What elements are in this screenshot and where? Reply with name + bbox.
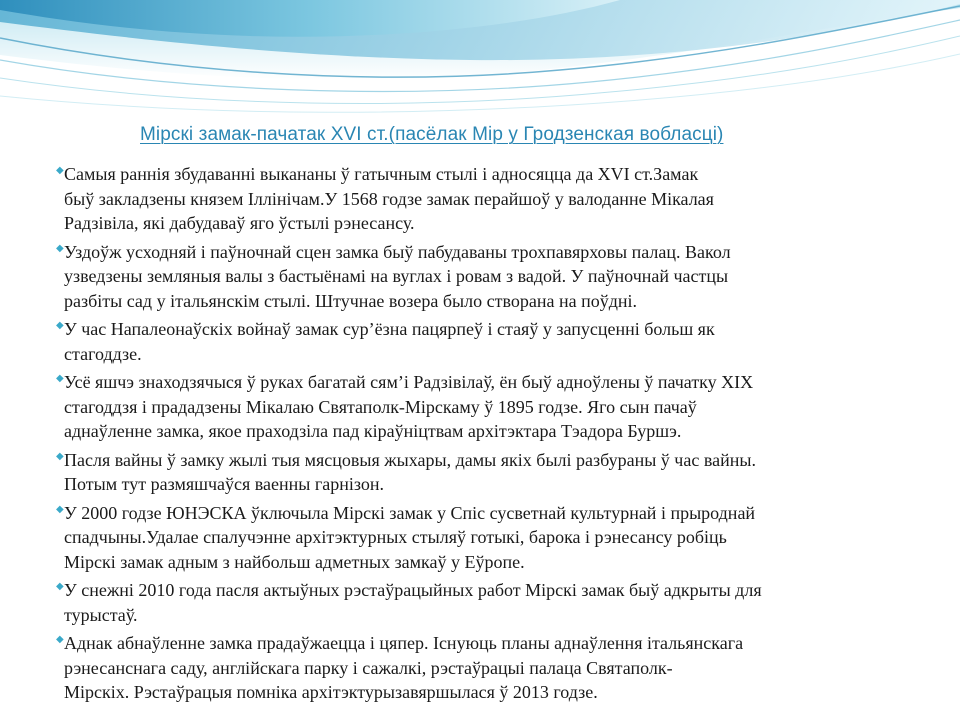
bullet-text-line: У 2000 годзе ЮНЭСКА ўключыла Мірскі замак у Спіс сусветнай культурнай і прыроднай bbox=[64, 502, 756, 523]
bullet-text-line: Аднак абнаўленне замка прадаўжаецца і цяпер. Існуюць планы аднаўлення італьянскага bbox=[64, 633, 744, 653]
bullet-text-line: стагоддзе. bbox=[64, 343, 142, 364]
bullet-text-line: Радзівіла, які дабудаваў яго ўстылі рэнесансу. bbox=[64, 213, 415, 233]
bullet-text-line: Пасля вайны ў замку жылі тыя мясцовыя жыхары, дамы якіх былі разбураны ў час вайны. bbox=[64, 449, 756, 470]
bullet-diamond-icon: ◆ bbox=[56, 320, 64, 331]
bullet-text-line: турыстаў. bbox=[64, 604, 138, 625]
bullet-item bbox=[58, 317, 910, 366]
slide-title: Мірскі замак-пачатак XVI ст.(пасёлак Мір у Гродзенская вобласці) bbox=[140, 124, 724, 145]
bullet-item bbox=[58, 501, 910, 575]
bullet-diamond-icon: ◆ bbox=[56, 242, 64, 254]
bullet-text-line: У час Напалеонаўскіх войнаў замак сур’ёзна пацярпеў і стаяў у запусценні больш як bbox=[64, 319, 715, 339]
bullet-diamond-icon: ◆ bbox=[56, 450, 64, 462]
bullet-list bbox=[58, 162, 910, 709]
bullet-diamond-icon: ◆ bbox=[56, 165, 64, 176]
bullet-diamond-icon: ◆ bbox=[56, 373, 64, 384]
bullet-text-line: Потым тут размяшчаўся ваенны гарнізон. bbox=[64, 474, 385, 494]
bullet-diamond-icon: ◆ bbox=[56, 503, 64, 515]
bullet-text-line: рэнесанснага саду, англійскага парку і сажалкі, рэстаўрацыі палаца Святаполк- bbox=[64, 657, 673, 678]
bullet-text-line: Мірскі замак адным з найбольш адметных замкаў у Еўропе. bbox=[64, 551, 525, 572]
bullet-item bbox=[58, 162, 910, 236]
bullet-text-line: Усё яшчэ знаходзячыся ў руках багатай сям’і Радзівілаў, ён быў адноўлены ў пачатку XIX bbox=[64, 372, 754, 392]
bullet-text-line: спадчыны.Удалае спалучэнне архітэктурных стыляў готыкі, барока і рэнесансу робіць bbox=[64, 527, 727, 547]
bullet-text-line: аднаўленне замка, якое праходзіла пад кіраўніцтвам архітэктара Тэадора Буршэ. bbox=[64, 421, 682, 441]
bullet-item bbox=[58, 370, 910, 444]
bullet-text-line: узведзены земляныя валы з бастыёнамі на вуглах і ровам з вадой. У паўночнай частцы bbox=[64, 266, 729, 286]
bullet-text-line: быў закладзены князем Іллінічам.У 1568 годзе замак перайшоў у валоданне Мікалая bbox=[64, 188, 714, 209]
bullet-item bbox=[58, 631, 910, 705]
bullet-text-line: разбіты сад у італьянскім стылі. Штучнае возера было створана на поўдні. bbox=[64, 290, 638, 311]
bullet-diamond-icon: ◆ bbox=[56, 634, 64, 645]
wave-header-decoration bbox=[0, 0, 960, 120]
bullet-item bbox=[58, 448, 910, 497]
bullet-text-line: стагоддзя і прададзены Мікалаю Святаполк-Мірскаму ў 1895 годзе. Яго сын пачаў bbox=[64, 396, 697, 417]
bullet-text-line: Мірскіх. Рэстаўрацыя помніка архітэктурызавяршылася ў 2013 годзе. bbox=[64, 682, 598, 702]
bullet-diamond-icon: ◆ bbox=[56, 581, 64, 592]
bullet-text-line: Самыя раннія збудаванні выкананы ў гатычным стылі і адносяцца да XVI ст.Замак bbox=[64, 164, 699, 184]
bullet-text-line: Уздоўж усходняй і паўночнай сцен замка быў пабудаваны трохпавярховы палац. Вакол bbox=[64, 241, 731, 262]
bullet-text-line: У снежні 2010 года пасля актыўных рэстаўрацыйных работ Мірскі замак быў адкрыты для bbox=[64, 580, 762, 600]
bullet-item bbox=[58, 578, 910, 627]
bullet-item bbox=[58, 240, 910, 314]
